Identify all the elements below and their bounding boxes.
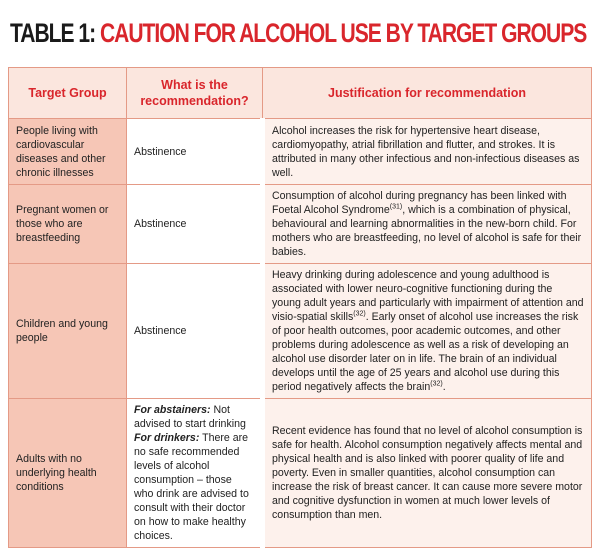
justification-cell <box>263 264 592 399</box>
justification-cell: Recent evidence has found that no level of alcohol consumption is safe for health. Alcohol consumption negatively affects mental and physical health and is also linked with poorer quality of life and poverty. Even in smaller quantities, alcohol consumption can increase the risk of breast cancer. It can cause more severe motor and cognitive dysfunction in women at much lower levels of consumption than men. <box>263 399 592 548</box>
table-row <box>9 264 592 399</box>
table-row <box>9 119 592 185</box>
reference-marker: (32) <box>430 380 443 388</box>
recommendation-cell: Abstinence <box>127 264 263 399</box>
page-title <box>10 16 586 50</box>
drinkers-label: For drinkers: <box>134 432 200 444</box>
justification-cell <box>263 185 592 264</box>
justification-text: . Early onset of alcohol use increases the risk of poor health outcomes, poor academic outcomes, and other problems during adolescence as well as a risk of developing an alcohol use disorder later on in life. The brain of an individual develops until the age of 25 years and alcohol use during this period negatively affects the brain <box>272 311 579 393</box>
title-prefix: TABLE 1: <box>10 18 96 48</box>
justification-cell: Alcohol increases the risk for hypertensive heart disease, cardiomyopathy, atrial fibrillation and flutter, and strokes. It is attributed in many other infectious and non-infectious diseases as well. <box>263 119 592 185</box>
recommendation-cell: Abstinence <box>127 119 263 185</box>
recommendations-table <box>8 67 592 548</box>
abstainers-label: For abstainers: <box>134 404 211 416</box>
justification-text: . <box>442 381 446 393</box>
recommendation-cell: Abstinence <box>127 185 263 264</box>
header-target-group: Target Group <box>9 68 127 119</box>
title-text: CAUTION FOR ALCOHOL USE BY TARGET GROUPS <box>99 18 587 48</box>
header-recommendation: What is the recommendation? <box>127 68 263 119</box>
target-group-cell: People living with cardiovascular diseases and other chronic illnesses <box>9 119 127 185</box>
table-row <box>9 185 592 264</box>
justification-text: , which is a combination of physical, behavioural and learning abnormalities in the new-born child. For mothers who are breastfeeding, no level of alcohol is safe for their babies. <box>272 204 582 258</box>
target-group-cell: Adults with no underlying health conditions <box>9 399 127 548</box>
target-group-cell: Pregnant women or those who are breastfeeding <box>9 185 127 264</box>
reference-marker: (32) <box>353 310 366 318</box>
table-header-row <box>9 68 592 119</box>
table-row <box>9 399 592 548</box>
recommendation-cell <box>127 399 263 548</box>
justification-text: Heavy drinking during adolescence and young adulthood is associated with lower neuro-cognitive functioning during the young adult years and particularly with impairment of attention and visio-spatial skills <box>272 269 584 323</box>
header-justification: Justification for recommendation <box>263 68 592 119</box>
drinkers-text: There are no safe recommended levels of alcohol consumption – those who drink are advised to consult with their doctor on how to make healthy choices. <box>134 432 249 542</box>
justification-text: Consumption of alcohol during pregnancy has been linked with Foetal Alcohol Syndrome <box>272 190 567 216</box>
target-group-cell: Children and young people <box>9 264 127 399</box>
abstainers-text: Not advised to start drinking <box>134 404 246 430</box>
reference-marker: (31) <box>389 203 403 211</box>
